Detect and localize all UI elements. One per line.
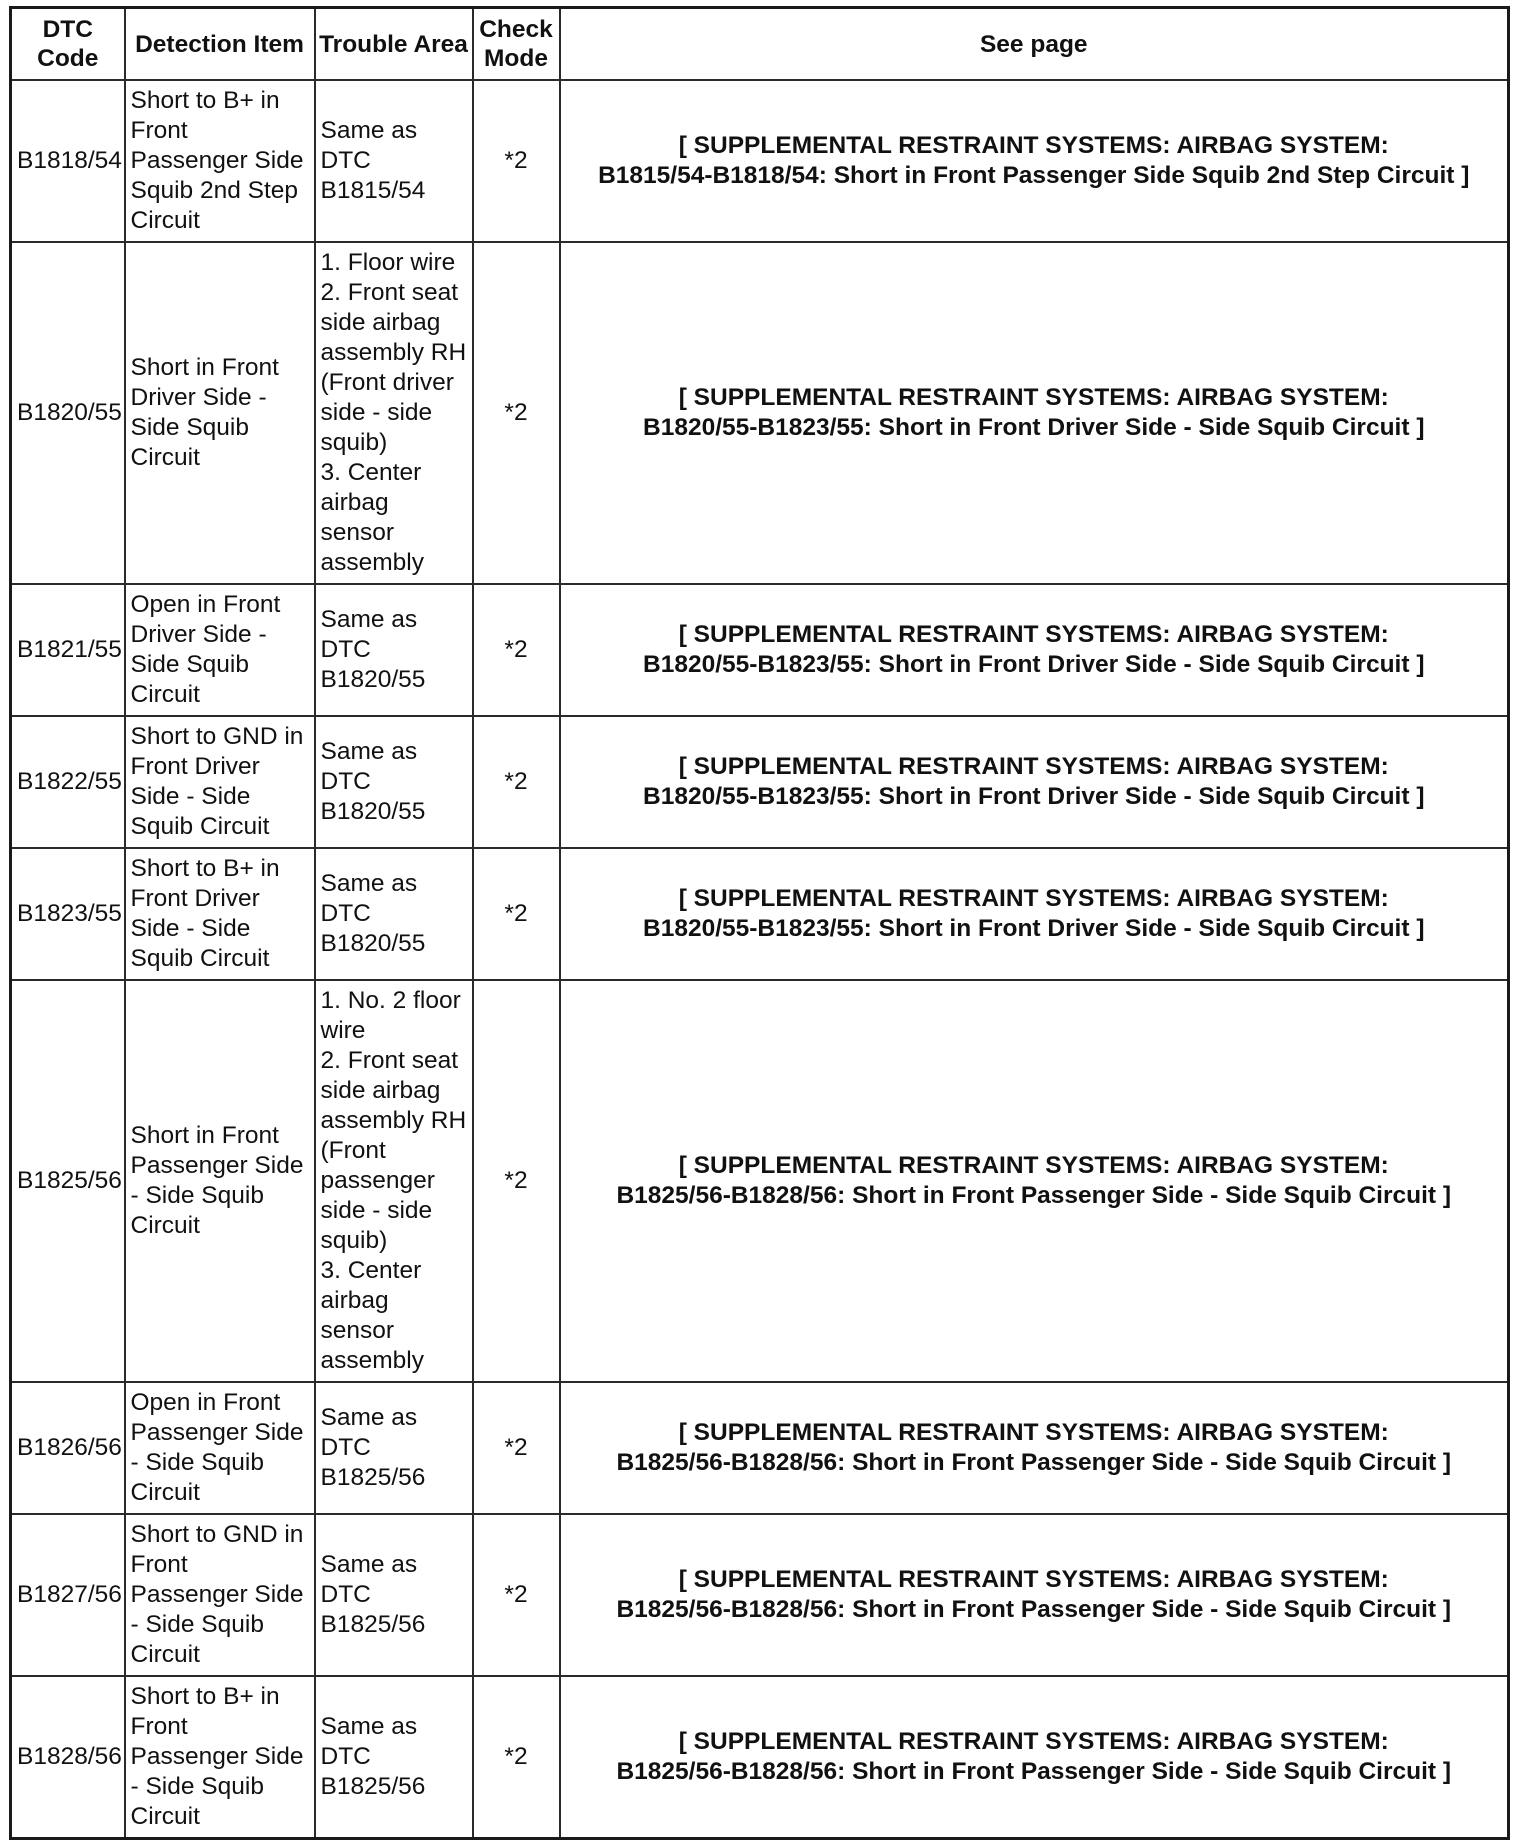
trouble-area-text: Same as DTC B1825/56: [320, 1404, 426, 1491]
table-header: [11, 8, 1509, 81]
see-page-link-line1[interactable]: [ SUPPLEMENTAL RESTRAINT SYSTEMS: AIRBAG SYSTEM:: [678, 753, 1389, 780]
check-mode-cell: *2: [473, 584, 560, 716]
table-row: [11, 242, 1509, 584]
dtc-code-cell: B1821/55: [11, 584, 125, 716]
see-page-cell[interactable]: [560, 980, 1509, 1382]
trouble-area-text: Same as DTC B1815/54: [320, 117, 426, 204]
see-page-cell[interactable]: [560, 242, 1509, 584]
table-row: [11, 1676, 1509, 1838]
trouble-area-cell: [315, 584, 473, 716]
see-page-cell[interactable]: [560, 584, 1509, 716]
table-row: [11, 716, 1509, 848]
dtc-code-cell: B1825/56: [11, 980, 125, 1382]
trouble-area-cell: [315, 242, 473, 584]
detection-item-cell: Short to B+ in Front Driver Side - Side Squib Circuit: [125, 848, 315, 980]
header-detection-item: Detection Item: [125, 8, 315, 81]
dtc-code-cell: B1820/55: [11, 242, 125, 584]
table-row: [11, 1514, 1509, 1676]
detection-item-cell: Short to GND in Front Passenger Side - Side Squib Circuit: [125, 1514, 315, 1676]
see-page-link-line2[interactable]: B1825/56-B1828/56: Short in Front Passenger Side - Side Squib Circuit ]: [616, 1596, 1452, 1623]
check-mode-cell: *2: [473, 1514, 560, 1676]
table-row: [11, 584, 1509, 716]
see-page-link-line2[interactable]: B1825/56-B1828/56: Short in Front Passenger Side - Side Squib Circuit ]: [616, 1449, 1452, 1476]
see-page-cell[interactable]: [560, 1382, 1509, 1514]
trouble-area-cell: [315, 848, 473, 980]
see-page-link-line2[interactable]: B1825/56-B1828/56: Short in Front Passenger Side - Side Squib Circuit ]: [616, 1182, 1452, 1209]
see-page-link-line1[interactable]: [ SUPPLEMENTAL RESTRAINT SYSTEMS: AIRBAG SYSTEM:: [678, 885, 1389, 912]
check-mode-cell: *2: [473, 716, 560, 848]
dtc-code-cell: B1818/54: [11, 80, 125, 242]
see-page-link-line1[interactable]: [ SUPPLEMENTAL RESTRAINT SYSTEMS: AIRBAG SYSTEM:: [678, 384, 1389, 411]
check-mode-cell: *2: [473, 1676, 560, 1838]
header-check-mode: Check Mode: [473, 8, 560, 81]
see-page-cell[interactable]: [560, 848, 1509, 980]
detection-item-cell: Short to GND in Front Driver Side - Side Squib Circuit: [125, 716, 315, 848]
header-trouble-area: Trouble Area: [315, 8, 473, 81]
trouble-area-cell: [315, 1676, 473, 1838]
table-row: [11, 80, 1509, 242]
see-page-link-line1[interactable]: [ SUPPLEMENTAL RESTRAINT SYSTEMS: AIRBAG SYSTEM:: [678, 621, 1389, 648]
check-mode-cell: *2: [473, 242, 560, 584]
see-page-link-line1[interactable]: [ SUPPLEMENTAL RESTRAINT SYSTEMS: AIRBAG SYSTEM:: [678, 1419, 1389, 1446]
detection-item-cell: Short to B+ in Front Passenger Side - Side Squib Circuit: [125, 1676, 315, 1838]
trouble-area-cell: [315, 1382, 473, 1514]
table-row: [11, 848, 1509, 980]
table-row: [11, 980, 1509, 1382]
see-page-cell[interactable]: [560, 1514, 1509, 1676]
header-dtc-code: DTC Code: [11, 8, 125, 81]
dtc-code-cell: B1826/56: [11, 1382, 125, 1514]
detection-item-cell: Short in Front Passenger Side - Side Squib Circuit: [125, 980, 315, 1382]
trouble-area-text: Same as DTC B1820/55: [320, 738, 426, 825]
detection-item-cell: Open in Front Driver Side - Side Squib Circuit: [125, 584, 315, 716]
trouble-area-text: Same as DTC B1825/56: [320, 1551, 426, 1638]
trouble-area-text: 1. No. 2 floor wire 2. Front seat side airbag assembly RH (Front passenger side - side squib) 3. Center airbag sensor assembly: [320, 987, 467, 1374]
detection-item-cell: Short to B+ in Front Passenger Side Squib 2nd Step Circuit: [125, 80, 315, 242]
dtc-table: [9, 6, 1510, 1840]
header-row: [11, 8, 1509, 81]
trouble-area-cell: [315, 980, 473, 1382]
check-mode-cell: *2: [473, 1382, 560, 1514]
see-page-link-line2[interactable]: B1820/55-B1823/55: Short in Front Driver Side - Side Squib Circuit ]: [643, 783, 1425, 810]
check-mode-cell: *2: [473, 980, 560, 1382]
table-row: [11, 1382, 1509, 1514]
dtc-code-cell: B1827/56: [11, 1514, 125, 1676]
detection-item-cell: Short in Front Driver Side - Side Squib Circuit: [125, 242, 315, 584]
see-page-link-line2[interactable]: B1815/54-B1818/54: Short in Front Passenger Side Squib 2nd Step Circuit ]: [598, 162, 1470, 189]
see-page-link-line1[interactable]: [ SUPPLEMENTAL RESTRAINT SYSTEMS: AIRBAG SYSTEM:: [678, 132, 1389, 159]
check-mode-cell: *2: [473, 80, 560, 242]
trouble-area-cell: [315, 80, 473, 242]
see-page-link-line2[interactable]: B1825/56-B1828/56: Short in Front Passenger Side - Side Squib Circuit ]: [616, 1757, 1452, 1785]
check-mode-cell: *2: [473, 848, 560, 980]
dtc-code-cell: B1823/55: [11, 848, 125, 980]
see-page-cell[interactable]: [560, 1676, 1509, 1838]
trouble-area-text: Same as DTC B1820/55: [320, 870, 426, 957]
detection-item-cell: Open in Front Passenger Side - Side Squib Circuit: [125, 1382, 315, 1514]
see-page-link-line2[interactable]: B1820/55-B1823/55: Short in Front Driver Side - Side Squib Circuit ]: [643, 915, 1425, 942]
dtc-code-cell: B1828/56: [11, 1676, 125, 1838]
table-body: [11, 80, 1509, 1838]
see-page-link-line2[interactable]: B1820/55-B1823/55: Short in Front Driver Side - Side Squib Circuit ]: [643, 414, 1425, 441]
dtc-code-cell: B1822/55: [11, 716, 125, 848]
see-page-cell[interactable]: [560, 716, 1509, 848]
see-page-link-line2[interactable]: B1820/55-B1823/55: Short in Front Driver Side - Side Squib Circuit ]: [643, 651, 1425, 678]
trouble-area-cell: [315, 716, 473, 848]
see-page-link-line1[interactable]: [ SUPPLEMENTAL RESTRAINT SYSTEMS: AIRBAG SYSTEM:: [678, 1566, 1389, 1593]
trouble-area-text: Same as DTC B1820/55: [320, 606, 426, 693]
header-see-page: See page: [560, 8, 1509, 81]
trouble-area-text: 1. Floor wire 2. Front seat side airbag assembly RH (Front driver side - side squib) 3. Center airbag sensor assembly: [320, 249, 467, 576]
see-page-link-line1[interactable]: [ SUPPLEMENTAL RESTRAINT SYSTEMS: AIRBAG SYSTEM:: [678, 1152, 1389, 1179]
see-page-link-line1[interactable]: [ SUPPLEMENTAL RESTRAINT SYSTEMS: AIRBAG SYSTEM:: [678, 1727, 1389, 1755]
see-page-cell[interactable]: [560, 80, 1509, 242]
trouble-area-cell: [315, 1514, 473, 1676]
trouble-area-text: Same as DTC B1825/56: [320, 1712, 426, 1800]
